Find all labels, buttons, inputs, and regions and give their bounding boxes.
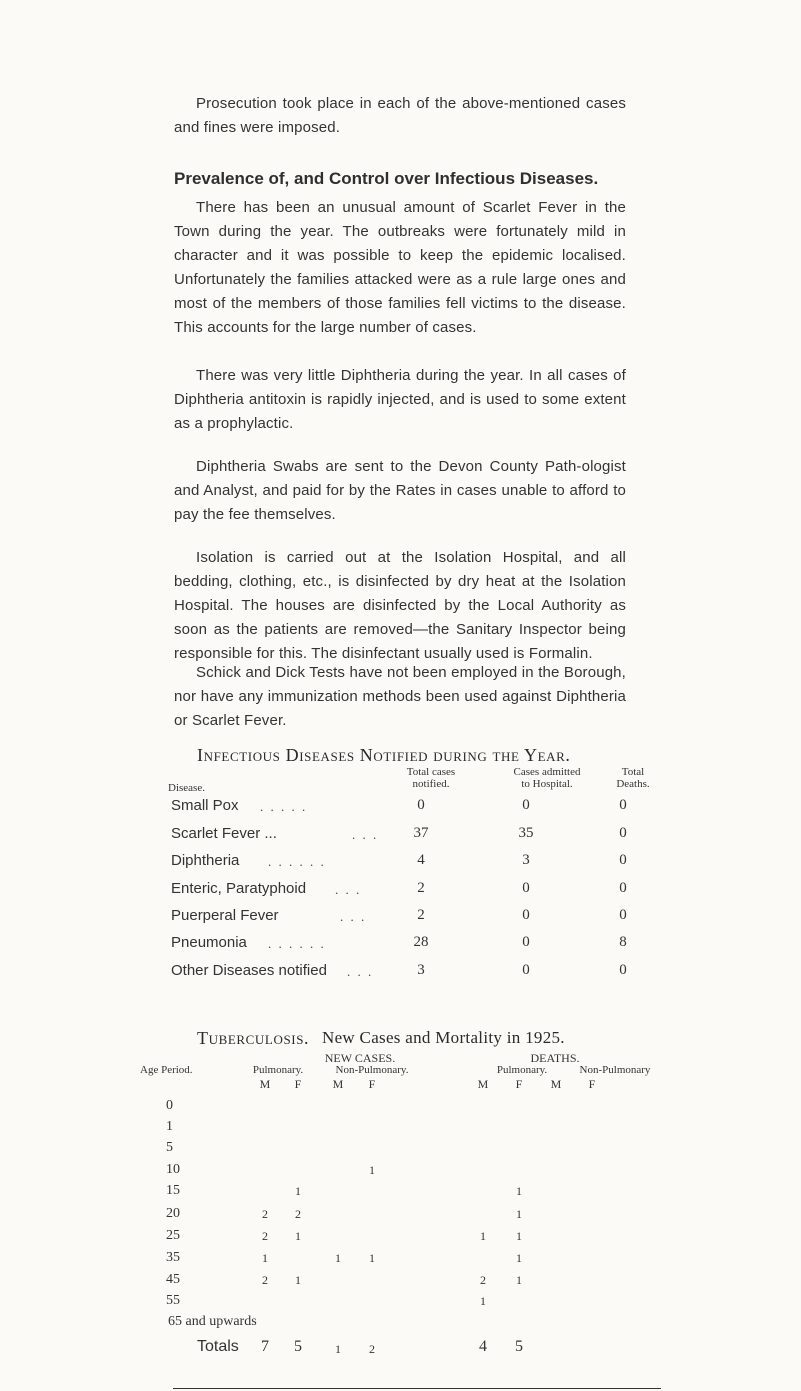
- intro-paragraph: Prosecution took place in each of the above-mentioned cases and fines were imposed.: [174, 95, 626, 136]
- leader-dots: . . . . . .: [268, 854, 326, 869]
- total-value: 7: [261, 1338, 269, 1355]
- leader-dots: . . .: [335, 882, 362, 897]
- section-heading: Prevalence of, and Control over Infectious Diseases.: [174, 169, 599, 188]
- sex-header: F: [294, 1077, 302, 1091]
- tb-cell-value: 1: [369, 1251, 375, 1265]
- col-head-admitted-line1: Cases admitted: [513, 766, 581, 778]
- notified-count: 4: [417, 852, 425, 868]
- sex-header: F: [368, 1077, 376, 1091]
- tb-cell-value: 1: [516, 1207, 522, 1221]
- leader-dots: . . .: [340, 909, 367, 924]
- age-period-label: 65 and upwards: [168, 1314, 257, 1329]
- age-period-label: 5: [166, 1140, 173, 1155]
- sex-header: F: [515, 1077, 523, 1091]
- tb-title-caps: Tuberculosis.: [197, 1028, 310, 1048]
- disease-name-other-diseases-notified: Other Diseases notified: [171, 962, 327, 979]
- totals-rule-bottom: [173, 1388, 661, 1389]
- col-head-deaths: [608, 766, 658, 790]
- tb-cell-value: 1: [480, 1294, 486, 1308]
- disease-name-small-pox: Small Pox: [171, 797, 239, 814]
- leader-dots: . . .: [347, 964, 374, 979]
- age-period-label: 20: [166, 1206, 180, 1221]
- tb-cell-value: 1: [516, 1229, 522, 1243]
- total-value: 1: [335, 1342, 341, 1356]
- age-period-label: 35: [166, 1250, 180, 1265]
- age-period-label: 45: [166, 1272, 180, 1287]
- total-value: 4: [479, 1338, 487, 1355]
- col-head-deaths-line2: Deaths.: [616, 778, 650, 790]
- disease-name-puerperal-fever: Puerperal Fever: [171, 907, 279, 924]
- tb-cell-value: 1: [295, 1229, 301, 1243]
- total-value: 2: [369, 1342, 375, 1356]
- notified-count: 2: [417, 880, 425, 896]
- tb-cell-value: 1: [295, 1273, 301, 1287]
- age-period-label: 0: [166, 1098, 173, 1113]
- tb-head-age-period: Age Period.: [140, 1064, 193, 1076]
- tb-head-pulmonary-deaths: Pulmonary.: [496, 1064, 548, 1076]
- admitted-count: 0: [522, 934, 530, 950]
- sex-header: M: [332, 1077, 344, 1091]
- deaths-count: 0: [619, 825, 627, 841]
- admitted-count: 0: [522, 907, 530, 923]
- col-head-admitted: [492, 766, 602, 790]
- infectious-table-title: Infectious Diseases Notified during the Year.: [197, 745, 571, 765]
- tb-head-new-cases: NEW CASES.: [324, 1051, 396, 1065]
- deaths-count: 0: [619, 797, 627, 813]
- paragraph-diphtheria: There was very little Diphtheria during the year. In all cases of Diphtheria antitoxin is rapidly injected, and is used to some extent as a prophylactic.: [174, 367, 626, 432]
- admitted-count: 3: [522, 852, 530, 868]
- age-period-label: 25: [166, 1228, 180, 1243]
- leader-dots: . . . . . .: [268, 936, 326, 951]
- col-head-notified: [386, 766, 476, 790]
- tb-cell-value: 1: [335, 1251, 341, 1265]
- tb-cell-value: 2: [480, 1273, 486, 1287]
- paragraph-scarlet-fever: There has been an unusual amount of Scarlet Fever in the Town during the year. The outbreaks were fortunately mild in character and it was possible to keep the epidemic localised. Unfortunately the families attacked were as a rule large ones and most of the members of those families fell victims to the disease. This accounts for the large number of cases.: [174, 199, 626, 336]
- age-period-label: 1: [166, 1119, 173, 1134]
- col-head-deaths-line1: Total: [621, 766, 645, 778]
- sex-header: F: [588, 1077, 596, 1091]
- tb-cell-value: 1: [295, 1184, 301, 1198]
- admitted-count: 0: [522, 962, 530, 978]
- disease-name-enteric-paratyphoid: Enteric, Paratyphoid: [171, 880, 307, 897]
- leader-dots: . . . . .: [260, 799, 308, 814]
- total-value: 5: [515, 1338, 523, 1355]
- notified-count: 3: [417, 962, 425, 978]
- deaths-count: 8: [619, 934, 627, 950]
- tb-head-deaths: DEATHS.: [530, 1051, 580, 1065]
- age-period-label: 10: [166, 1162, 180, 1177]
- total-value: 5: [294, 1338, 302, 1355]
- disease-name-scarlet-fever: Scarlet Fever ...: [171, 825, 277, 842]
- tb-cell-value: 1: [516, 1184, 522, 1198]
- deaths-count: 0: [619, 852, 627, 868]
- tb-head-pulmonary: Pulmonary.: [252, 1064, 304, 1076]
- tb-cell-value: 1: [516, 1251, 522, 1265]
- notified-count: 2: [417, 907, 425, 923]
- admitted-count: 0: [522, 797, 530, 813]
- notified-count: 28: [413, 934, 429, 950]
- col-head-admitted-line2: to Hospital.: [521, 778, 573, 790]
- age-period-label: 15: [166, 1183, 180, 1198]
- sex-header: M: [259, 1077, 271, 1091]
- col-head-disease: Disease.: [168, 782, 205, 794]
- disease-name-pneumonia: Pneumonia: [171, 934, 247, 951]
- leader-dots: . . .: [352, 827, 379, 842]
- tb-head-non-pulmonary: Non-Pulmonary.: [335, 1064, 409, 1076]
- tb-cell-value: 2: [262, 1207, 268, 1221]
- paragraph-swabs: Diphtheria Swabs are sent to the Devon County Path-ologist and Analyst, and paid for by the Rates in cases unable to afford to pay the fee themselves.: [174, 458, 626, 523]
- paragraph-isolation: Isolation is carried out at the Isolation Hospital, and all bedding, clothing, etc., is disinfected by dry heat at the Isolation Hospital. The houses are disinfected by the Local Authority as soon as the patients are removed—the Sanitary Inspector being responsible for this. The disinfectant usually used is Formalin.: [174, 549, 626, 662]
- admitted-count: 0: [522, 880, 530, 896]
- tb-cell-value: 2: [295, 1207, 301, 1221]
- deaths-count: 0: [619, 907, 627, 923]
- notified-count: 37: [413, 825, 429, 841]
- tb-cell-value: 2: [262, 1229, 268, 1243]
- sex-header: M: [550, 1077, 562, 1091]
- age-period-label: 55: [166, 1293, 180, 1308]
- sex-header: M: [477, 1077, 489, 1091]
- tb-cell-value: 1: [516, 1273, 522, 1287]
- admitted-count: 35: [518, 825, 534, 841]
- tb-cell-value: 1: [262, 1251, 268, 1265]
- deaths-count: 0: [619, 962, 627, 978]
- deaths-count: 0: [619, 880, 627, 896]
- tb-head-non-pulmonary-deaths: Non-Pulmonary: [579, 1064, 651, 1076]
- tb-cell-value: 1: [369, 1163, 375, 1177]
- notified-count: 0: [417, 797, 425, 813]
- paragraph-schick-dick: Schick and Dick Tests have not been employed in the Borough, nor have any immunization methods been used against Diphtheria or Scarlet Fever.: [174, 664, 626, 729]
- col-head-notified-line1: Total cases: [406, 766, 456, 778]
- tb-title-rest: New Cases and Mortality in 1925.: [322, 1028, 565, 1047]
- totals-label: Totals: [197, 1338, 239, 1355]
- tb-cell-value: 1: [480, 1229, 486, 1243]
- col-head-notified-line2: notified.: [412, 778, 450, 790]
- disease-name-diphtheria: Diphtheria: [171, 852, 240, 869]
- tb-cell-value: 2: [262, 1273, 268, 1287]
